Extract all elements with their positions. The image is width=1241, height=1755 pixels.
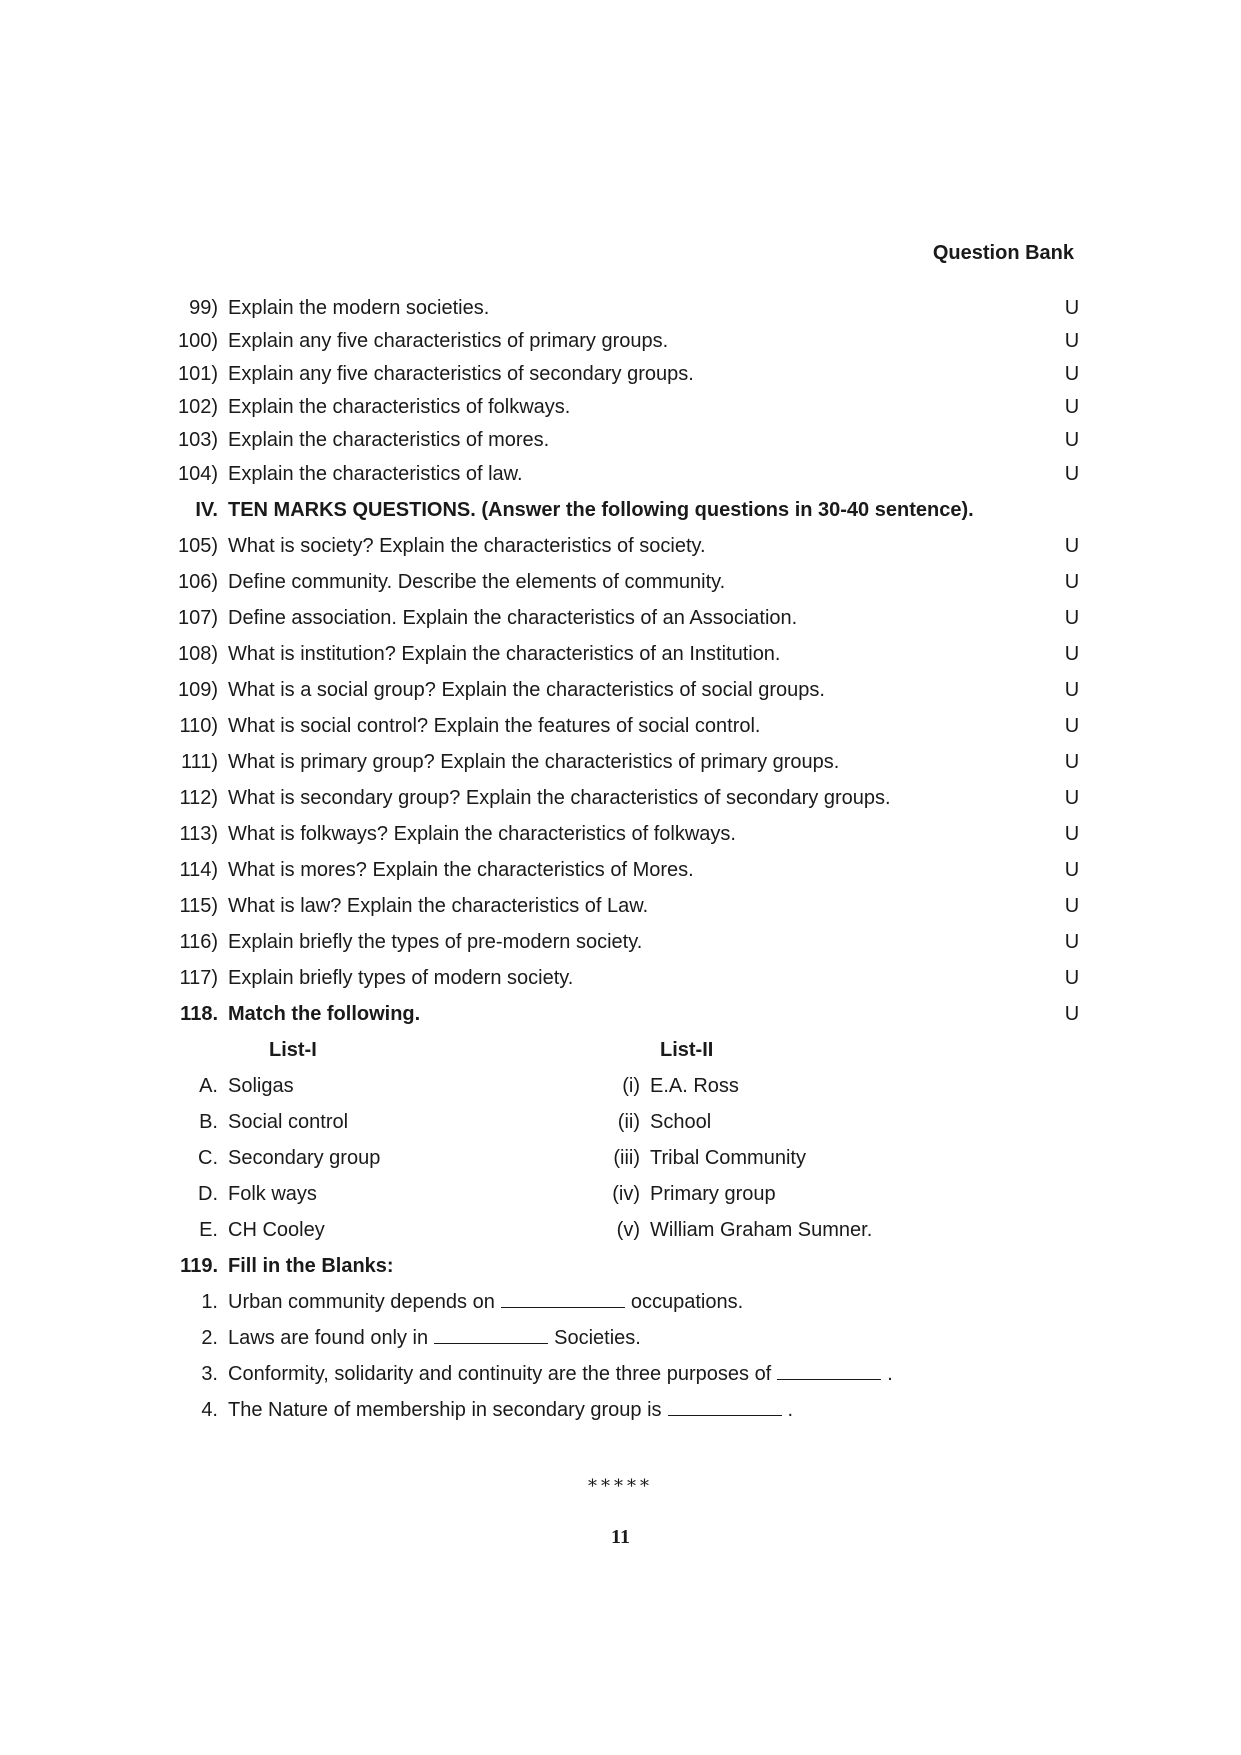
question-type-mark: U: [1064, 679, 1080, 701]
question-row: [150, 855, 1082, 885]
match-left-item: CH Cooley: [228, 1219, 325, 1241]
question-number: 113): [179, 823, 218, 845]
match-roman: (i): [622, 1075, 640, 1097]
match-right-item: William Graham Sumner.: [650, 1219, 873, 1241]
question-type-mark: U: [1064, 859, 1080, 881]
fill-item-number: 2.: [201, 1327, 218, 1349]
fill-item: [150, 1323, 1082, 1353]
question-number: 114): [179, 859, 218, 881]
answer-blank: [501, 1289, 625, 1308]
match-right-item: School: [650, 1111, 712, 1133]
section-number: IV.: [195, 499, 218, 521]
list-two-heading: List-II: [660, 1039, 714, 1061]
match-letter: A.: [199, 1075, 218, 1097]
page-header: Question Bank: [932, 242, 1074, 264]
question-type-mark: U: [1064, 571, 1080, 593]
fill-item-number: 1.: [201, 1291, 218, 1313]
fill-heading: [150, 1251, 1082, 1281]
match-left-item: Secondary group: [228, 1147, 381, 1169]
question-type-mark: U: [1064, 931, 1080, 953]
answer-blank: [668, 1397, 782, 1416]
match-roman: (ii): [617, 1111, 640, 1133]
fill-item: [150, 1359, 1082, 1389]
question-text: What is secondary group? Explain the characteristics of secondary groups.: [228, 787, 891, 809]
question-text: What is institution? Explain the characteristics of an Institution.: [228, 643, 781, 665]
question-text: Match the following.: [228, 1003, 421, 1025]
question-row: [150, 603, 1082, 633]
question-number: 107): [177, 607, 218, 629]
question-number: 116): [179, 931, 218, 953]
match-left-item: Social control: [228, 1111, 349, 1133]
question-text: What is folkways? Explain the characteristics of folkways.: [228, 823, 736, 845]
answer-blank: [777, 1361, 881, 1380]
fill-text-after: occupations.: [630, 1291, 744, 1313]
match-left-item: Soligas: [228, 1075, 294, 1097]
fill-item-number: 3.: [201, 1363, 218, 1385]
question-type-mark: U: [1064, 751, 1080, 773]
list-one-heading: List-I: [269, 1039, 317, 1061]
question-row: [150, 567, 1082, 597]
question-row: [150, 293, 1082, 323]
question-number: 110): [179, 715, 218, 737]
question-number: 103): [177, 429, 218, 451]
question-row: [150, 819, 1082, 849]
match-heading: [150, 999, 1082, 1029]
match-left-item: Folk ways: [228, 1183, 317, 1205]
question-number: 104): [177, 463, 218, 485]
question-text: What is law? Explain the characteristics of Law.: [228, 895, 649, 917]
question-number: 118.: [180, 1003, 218, 1025]
question-text: Explain the modern societies.: [228, 297, 490, 319]
question-row: [150, 927, 1082, 957]
question-row: [150, 783, 1082, 813]
question-number: 115): [179, 895, 218, 917]
question-row: [150, 531, 1082, 561]
fill-text-before: Urban community depends on: [228, 1291, 495, 1313]
fill-item-text: [228, 1359, 893, 1389]
question-row: [150, 326, 1082, 356]
question-text: Fill in the Blanks:: [228, 1255, 394, 1277]
match-row: [150, 1107, 1082, 1137]
question-number: 102): [177, 396, 218, 418]
page-number: 11: [611, 1526, 630, 1548]
question-type-mark: U: [1064, 823, 1080, 845]
question-type-mark: U: [1064, 715, 1080, 737]
question-text: Explain any five characteristics of primary groups.: [228, 330, 669, 352]
fill-item-number: 4.: [201, 1399, 218, 1421]
fill-text-after: .: [787, 1399, 794, 1421]
question-type-mark: U: [1064, 463, 1080, 485]
match-row: [150, 1071, 1082, 1101]
question-number: 101): [177, 363, 218, 385]
match-right-item: Tribal Community: [650, 1147, 806, 1169]
question-type-mark: U: [1064, 787, 1080, 809]
question-number: 106): [177, 571, 218, 593]
fill-text-after: .: [887, 1363, 893, 1385]
question-type-mark: U: [1064, 1003, 1080, 1025]
fill-item-text: [228, 1323, 641, 1353]
question-row: [150, 639, 1082, 669]
fill-item-text: [228, 1287, 743, 1317]
section-heading: [150, 495, 1082, 525]
question-type-mark: U: [1064, 895, 1080, 917]
match-right-item: E.A. Ross: [650, 1075, 739, 1097]
question-number: 111): [180, 751, 218, 773]
question-text: What is social control? Explain the features of social control.: [228, 715, 761, 737]
question-type-mark: U: [1064, 363, 1080, 385]
question-text: What is a social group? Explain the characteristics of social groups.: [228, 679, 825, 701]
question-number: 109): [177, 679, 218, 701]
question-type-mark: U: [1064, 330, 1080, 352]
fill-item: [150, 1395, 1082, 1425]
question-text: Define association. Explain the characteristics of an Association.: [228, 607, 798, 629]
question-row: [150, 963, 1082, 993]
question-row: [150, 891, 1082, 921]
question-row: [150, 459, 1082, 489]
question-type-mark: U: [1064, 429, 1080, 451]
question-text: Explain the characteristics of mores.: [228, 429, 550, 451]
question-type-mark: U: [1064, 297, 1080, 319]
question-type-mark: U: [1064, 967, 1080, 989]
question-row: [150, 675, 1082, 705]
match-letter: D.: [198, 1183, 218, 1205]
question-row: [150, 392, 1082, 422]
match-row: [150, 1215, 1082, 1245]
match-letter: C.: [198, 1147, 218, 1169]
match-letter: E.: [199, 1219, 218, 1241]
fill-text-after: Societies.: [554, 1327, 641, 1349]
question-row: [150, 425, 1082, 455]
question-row: [150, 359, 1082, 389]
question-type-mark: U: [1064, 535, 1080, 557]
match-roman: (iii): [613, 1147, 640, 1169]
section-title: TEN MARKS QUESTIONS. (Answer the following questions in 30-40 sentence).: [228, 499, 974, 521]
question-text: What is society? Explain the characteristics of society.: [228, 535, 706, 557]
match-right-item: Primary group: [650, 1183, 776, 1205]
question-number: 108): [177, 643, 218, 665]
question-text: Explain briefly types of modern society.: [228, 967, 574, 989]
match-roman: (v): [616, 1219, 640, 1241]
question-number: 119.: [180, 1255, 218, 1277]
match-row: [150, 1179, 1082, 1209]
question-number: 99): [189, 297, 218, 319]
question-number: 117): [179, 967, 218, 989]
question-text: Explain the characteristics of law.: [228, 463, 523, 485]
question-type-mark: U: [1064, 396, 1080, 418]
question-text: Explain any five characteristics of secondary groups.: [228, 363, 694, 385]
match-letter: B.: [199, 1111, 218, 1133]
match-row: [150, 1143, 1082, 1173]
question-type-mark: U: [1064, 607, 1080, 629]
question-number: 105): [177, 535, 218, 557]
end-stars: *****: [588, 1476, 653, 1497]
fill-text-before: Conformity, solidarity and continuity are the three purposes of: [228, 1363, 772, 1385]
fill-text-before: The Nature of membership in secondary group is: [228, 1399, 662, 1421]
question-row: [150, 747, 1082, 777]
question-number: 100): [177, 330, 218, 352]
fill-item-text: [228, 1395, 793, 1425]
question-row: [150, 711, 1082, 741]
question-type-mark: U: [1064, 643, 1080, 665]
question-text: Define community. Describe the elements of community.: [228, 571, 726, 593]
question-text: Explain briefly the types of pre-modern society.: [228, 931, 643, 953]
fill-text-before: Laws are found only in: [228, 1327, 429, 1349]
question-number: 112): [179, 787, 218, 809]
question-text: What is mores? Explain the characteristics of Mores.: [228, 859, 694, 881]
question-text: What is primary group? Explain the characteristics of primary groups.: [228, 751, 840, 773]
fill-item: [150, 1287, 1082, 1317]
match-roman: (iv): [612, 1183, 640, 1205]
question-text: Explain the characteristics of folkways.: [228, 396, 571, 418]
answer-blank: [434, 1325, 548, 1344]
